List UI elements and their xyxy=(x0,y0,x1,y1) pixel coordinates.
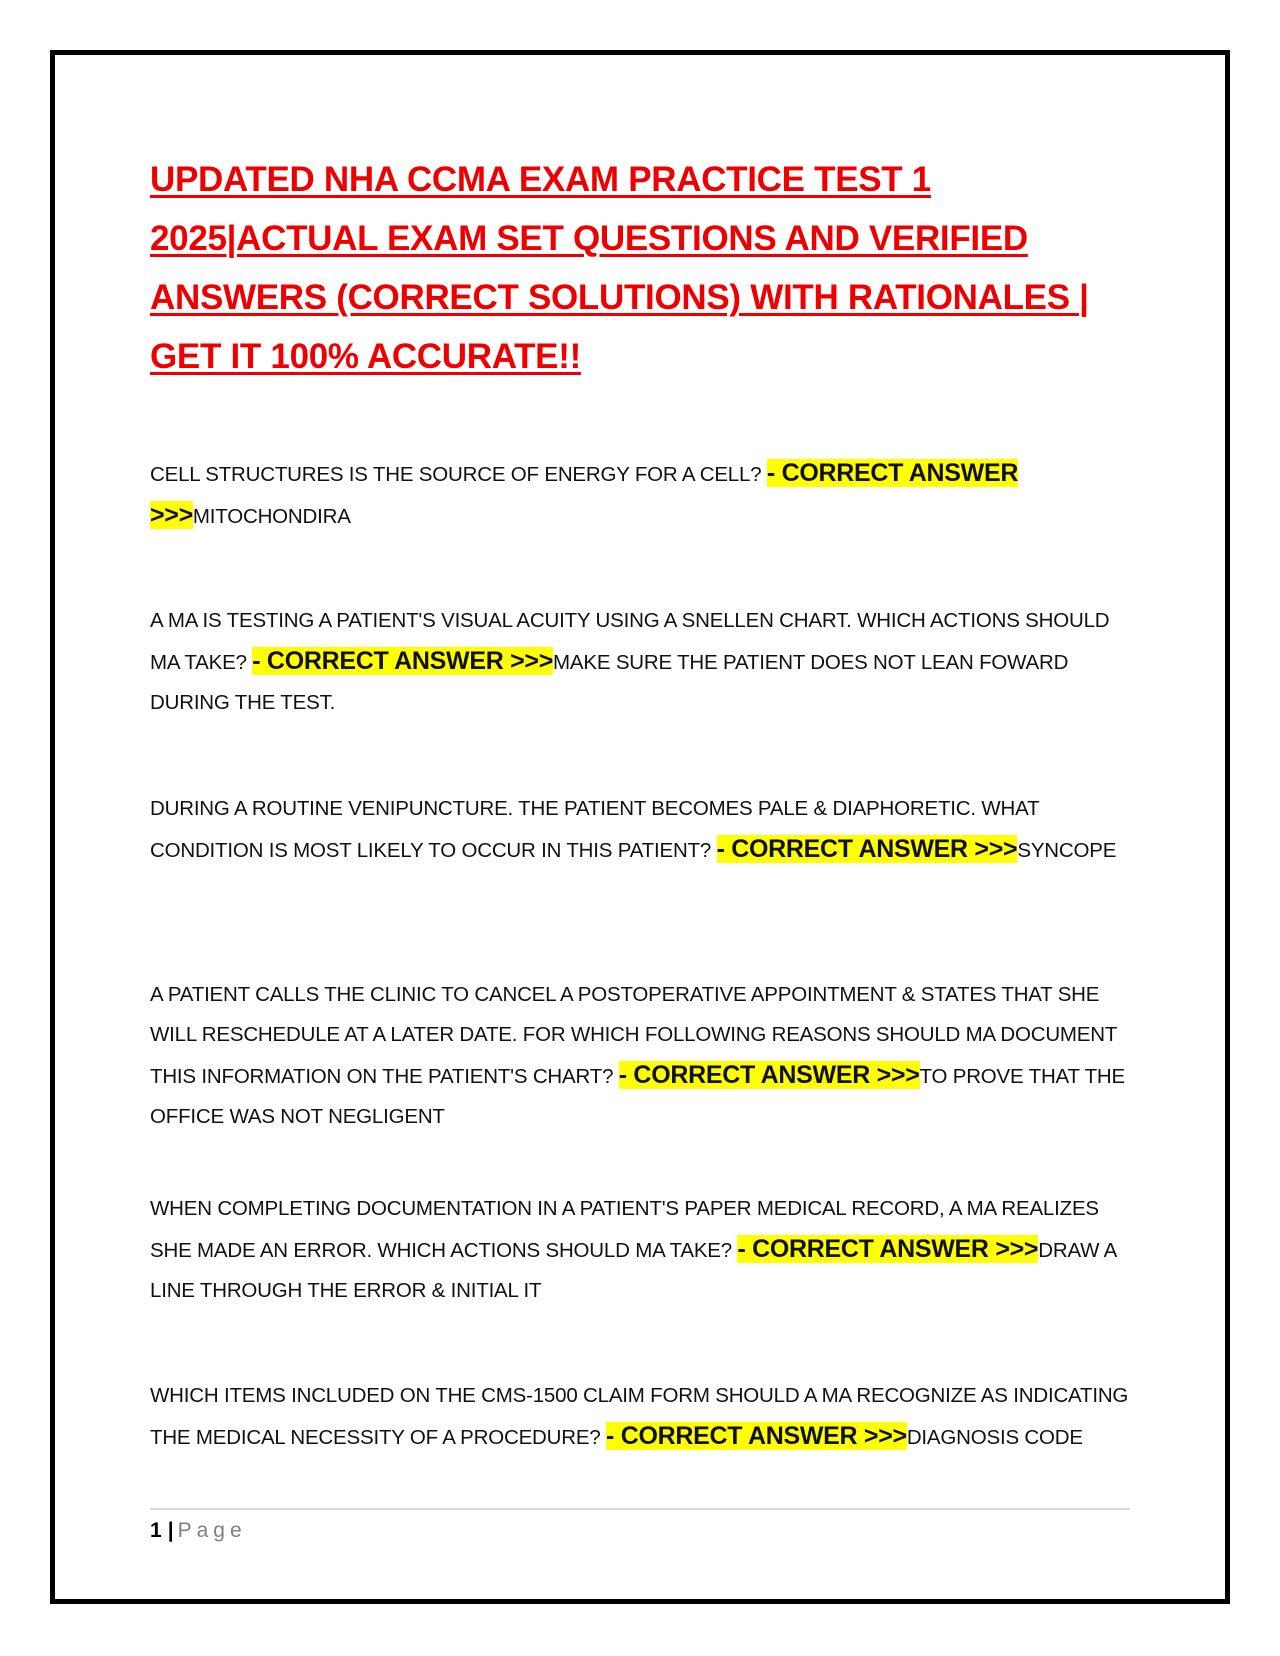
correct-answer-label: - CORRECT ANSWER >>> xyxy=(737,1235,1039,1263)
question-text: A MA IS TESTING A PATIENT'S VISUAL ACUITY USING A SNELLEN CHART. WHICH ACTIONS SHOULD MA TAKE? xyxy=(150,609,1110,674)
question-text: WHICH ITEMS INCLUDED ON THE CMS-1500 CLAIM FORM SHOULD A MA RECOGNIZE AS INDICATING THE MEDICAL NECESSITY OF A PROCEDURE? xyxy=(150,1384,1129,1449)
qa-item xyxy=(150,601,1140,723)
question-text: WHEN COMPLETING DOCUMENTATION IN A PATIENT'S PAPER MEDICAL RECORD, A MA REALIZES SHE MADE AN ERROR. WHICH ACTIONS SHOULD MA TAKE? xyxy=(150,1197,1099,1262)
answer-text: SYNCOPE xyxy=(1017,839,1117,862)
qa-item xyxy=(150,1189,1140,1311)
question-text: CELL STRUCTURES IS THE SOURCE OF ENERGY FOR A CELL? xyxy=(150,463,767,486)
answer-text: MAKE SURE THE PATIENT DOES NOT LEAN FOWARD DURING THE TEST. xyxy=(150,651,1069,714)
page-word: Page xyxy=(177,1519,247,1542)
correct-answer-label: - CORRECT ANSWER >>> xyxy=(618,1061,920,1089)
qa-item xyxy=(150,975,1140,1137)
page-number: 1 xyxy=(150,1519,162,1542)
page-footer xyxy=(150,1518,247,1544)
answer-text: MITOCHONDIRA xyxy=(192,505,351,528)
answer-text: DIAGNOSIS CODE xyxy=(906,1426,1083,1449)
correct-answer-label: - CORRECT ANSWER >>> xyxy=(150,459,1019,529)
answer-text: DRAW A LINE THROUGH THE ERROR & INITIAL IT xyxy=(150,1239,1117,1302)
correct-answer-label: - CORRECT ANSWER >>> xyxy=(606,1422,907,1450)
document-title: UPDATED NHA CCMA EXAM PRACTICE TEST 1 2025|ACTUAL EXAM SET QUESTIONS AND VERIFIED ANSWERS (CORRECT SOLUTIONS) WITH RATIONALES | GET IT 100% ACCURATE!! xyxy=(150,160,1089,376)
qa-item xyxy=(150,789,1140,871)
footer-divider xyxy=(150,1508,1130,1510)
qa-item xyxy=(150,453,1140,537)
correct-answer-label: - CORRECT ANSWER >>> xyxy=(252,647,554,675)
answer-text: TO PROVE THAT THE OFFICE WAS NOT NEGLIGENT xyxy=(150,1065,1125,1128)
question-text: A PATIENT CALLS THE CLINIC TO CANCEL A POSTOPERATIVE APPOINTMENT & STATES THAT SHE WILL RESCHEDULE AT A LATER DATE. FOR WHICH FOLLOWING REASONS SHOULD MA DOCUMENT THIS INFORMATION ON THE PATIENT'S CHART? xyxy=(150,983,1117,1088)
qa-item xyxy=(150,1376,1140,1458)
footer-separator: | xyxy=(167,1519,174,1542)
correct-answer-label: - CORRECT ANSWER >>> xyxy=(716,835,1018,863)
question-text: DURING A ROUTINE VENIPUNCTURE. THE PATIENT BECOMES PALE & DIAPHORETIC. WHAT CONDITION IS MOST LIKELY TO OCCUR IN THIS PATIENT? xyxy=(150,797,1040,862)
